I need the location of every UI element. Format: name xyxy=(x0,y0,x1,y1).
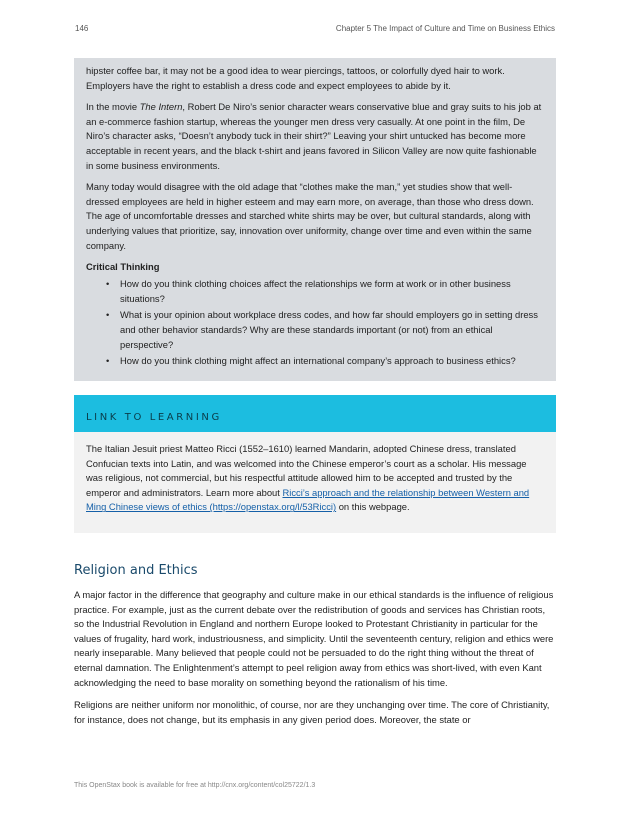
feature-paragraph-intern xyxy=(86,100,544,173)
link-to-learning-body xyxy=(74,432,556,515)
bullet-icon: • xyxy=(106,278,110,290)
section-heading: Religion and Ethics xyxy=(74,563,198,578)
critical-thinking-title: Critical Thinking xyxy=(86,261,160,273)
question-list xyxy=(86,277,544,369)
chapter-title: Chapter 5 The Impact of Culture and Time on Business Ethics xyxy=(335,24,555,33)
feature-paragraph: hipster coffee bar, it may not be a good idea to wear piercings, tattoos, or colorfully dyed hair to work. Employers have the right to establish a dress code and expect employees to abide by it. xyxy=(86,65,505,91)
page-footer: This OpenStax book is available for free at http://cnx.org/content/col25722/1.3 xyxy=(74,782,316,789)
body-paragraph: Religions are neither uniform nor monolithic, of course, nor are they unchanging over time. The core of Christianity, for instance, does not change, but its emphasis in any given period does. Moreover, the state or xyxy=(74,699,550,725)
link-paragraph xyxy=(86,442,544,515)
question-item xyxy=(106,308,544,352)
section-body xyxy=(74,588,556,735)
link-text-before: The Italian Jesuit priest Matteo Ricci (1552–1610) learned Mandarin, adopted Chinese dress, translated Confucian texts into Latin, and was welcomed into the Chinese emperor’s court as a scholar. His message was religious, not commercial, but his respectful attitude allowed him to be accepted and trusted by the emperor and administrators. Learn more about xyxy=(86,443,527,498)
question-text: What is your opinion about workplace dress codes, and how far should employers go in setting dress and other behavior standards? Why are these standards important (or not) from an ethical perspective? xyxy=(120,309,538,350)
page-number: 146 xyxy=(75,24,89,33)
link-to-learning-box xyxy=(74,395,556,533)
question-item xyxy=(106,354,544,369)
feature-box xyxy=(74,58,556,381)
bullet-icon: • xyxy=(106,355,110,367)
feature-paragraph: Many today would disagree with the old adage that “clothes make the man,” yet studies show that well-dressed employees are held in higher esteem and may earn more, on average, than those who dress down. The age of uncomfortable dresses and starched white shirts may be over, but cultural standards, along with underlying values that prioritize, say, innovation over uniformity, change over time and even within the same company. xyxy=(86,181,534,251)
question-item xyxy=(106,277,544,306)
body-paragraph: A major factor in the difference that geography and culture make in our ethical standards is the influence of religious practice. For example, just as the current debate over the redistribution of goods and services has Christian roots, so the Industrial Revolution in England and northern Europe looked to Protestant Christianity in particular for the values of frugality, hard work, industriousness, and simplicity. Until the seventeenth century, religion and ethics were nearly inseparable. Many believed that people could not be persuaded to do the right thing without the threat of eternal damnation. The Enlightenment’s attempt to peel religion away from ethics was short-lived, with even Kant acknowledging the need to base morality on something beyond the rationalism of his time. xyxy=(74,589,554,688)
bullet-icon: • xyxy=(106,309,110,321)
link-to-learning-label: LINK TO LEARNING xyxy=(86,412,222,423)
movie-title: The Intern xyxy=(139,101,183,113)
question-text: How do you think clothing might affect an international company’s approach to business ethics? xyxy=(120,355,516,367)
ricci-link[interactable]: Ricci’s approach and the relationship between Western and Ming Chinese views of ethics (https://openstax.org/l/53Ricci) xyxy=(86,486,530,513)
link-to-learning-header xyxy=(74,395,556,432)
intern-text-after: , Robert De Niro’s senior character wears conservative blue and gray suits to his job at an e-commerce fashion startup, whereas the younger men dress very casually. At one point in the film, De Niro’s character asks, “Doesn’t anybody tuck in their shirt?” Leaving your shirt untucked has become more acceptable in recent years, and the black t-shirt and jeans favored in Silicon Valley are now quite fashionable in some business environments. xyxy=(86,101,542,171)
intern-text-before: In the movie xyxy=(86,101,140,113)
question-text: How do you think clothing choices affect the relationships we form at work or in other business situations? xyxy=(120,278,511,304)
page-header xyxy=(75,24,555,36)
link-text-after: on this webpage. xyxy=(336,501,410,513)
